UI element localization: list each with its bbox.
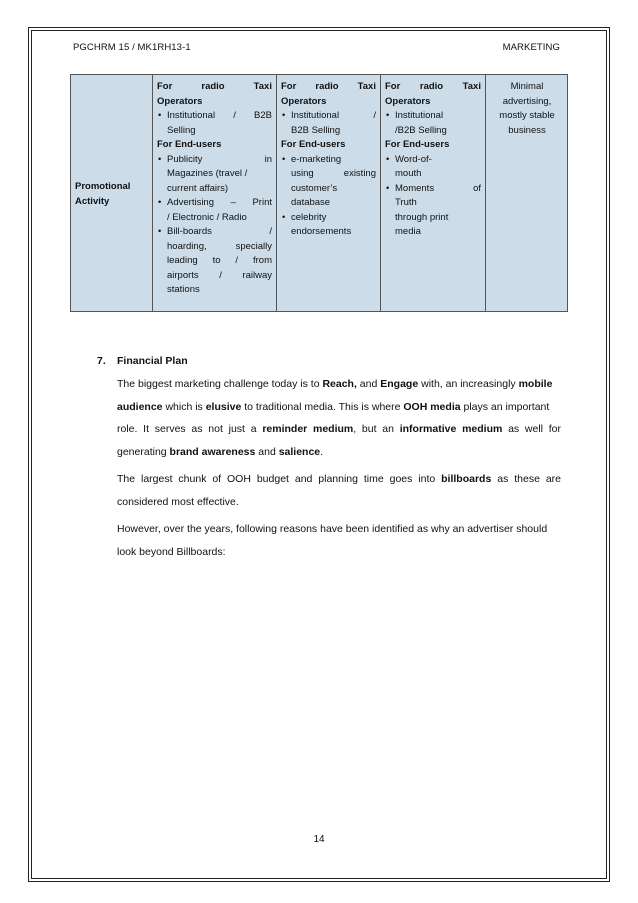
paragraph-2 <box>117 468 561 513</box>
col5-line-2: advertising, <box>502 95 552 107</box>
col-radio-taxi-1 <box>152 75 276 311</box>
header-section-title: MARKETING <box>502 42 560 53</box>
p2-line-1: The largest chunk of OOH budget and planning time goes into billboards as these are <box>117 473 561 485</box>
col3-heading-2: Operators <box>281 95 327 107</box>
col3-bullet-2-cont-1: using existing <box>291 168 376 179</box>
section-heading <box>97 355 188 367</box>
col2-bullet-3-cont: / Electronic / Radio <box>167 211 247 223</box>
col3-bullet-2-cont-3: database <box>291 197 331 208</box>
col4-bullet-3-cont-2: through print <box>395 211 449 223</box>
col2-bullet-4-cont-4: stations <box>167 284 200 295</box>
section-title: Financial Plan <box>117 355 188 367</box>
p2-line-2: considered most effective. <box>117 495 239 508</box>
col4-bullet-1: • Institutional <box>385 109 481 124</box>
col-radio-taxi-3 <box>380 75 485 311</box>
col4-subheading: For End-users <box>385 139 450 150</box>
col2-bullet-4-cont-3: airports / railway <box>167 269 272 281</box>
page-number: 14 <box>313 834 325 845</box>
col5-line-1: Minimal <box>510 81 544 92</box>
col4-bullet-2-cont: mouth <box>395 168 422 179</box>
col2-subheading: For End-users <box>157 139 222 150</box>
col4-bullet-3-cont-3: media <box>395 226 421 237</box>
col4-heading: For radio Taxi <box>385 81 481 92</box>
col2-bullet-2-cont-2: current affairs) <box>167 182 229 194</box>
p1-line-3: role. It serves as not just a reminder medium, but an informative medium as well for <box>117 423 562 435</box>
p1-line-2: audience which is elusive to traditional media. This is where OOH media plays an important <box>117 400 550 413</box>
p1-line-4: generating brand awareness and salience. <box>117 445 324 458</box>
col-minimal-advertising <box>485 75 568 311</box>
col3-bullet-3-cont: endorsements <box>291 226 352 237</box>
promotion-table <box>70 74 568 312</box>
col2-heading-2: Operators <box>157 95 203 107</box>
col2-bullet-2-cont-1: Magazines (travel / <box>167 168 248 179</box>
col5-line-3: mostly stable <box>499 110 555 121</box>
col4-bullet-3: • Moments of <box>385 182 481 197</box>
col2-bullet-4-cont-1: hoarding, specially <box>167 240 272 252</box>
row-label-cell <box>71 75 152 311</box>
col3-bullet-1-cont: B2B Selling <box>291 124 341 136</box>
col-radio-taxi-2 <box>276 75 380 311</box>
p3-line-2: look beyond Billboards: <box>117 545 226 558</box>
col3-bullet-3: • celebrity <box>281 211 376 226</box>
p3-line-1: However, over the years, following reasons have been identified as why an advertiser should <box>117 523 548 535</box>
col3-bullet-1: • Institutional / <box>281 109 376 124</box>
col2-bullet-2: • Publicity in <box>157 153 272 168</box>
section-number: 7. <box>97 355 106 367</box>
col2-bullet-4-cont-2: leading to / from <box>167 255 272 266</box>
paragraph-1 <box>117 373 561 463</box>
col4-bullet-3-cont-1: Truth <box>395 197 417 208</box>
col3-bullet-2: • e-marketing <box>281 153 376 168</box>
col2-heading: For radio Taxi <box>157 81 272 92</box>
col5-line-4: business <box>508 124 546 136</box>
header-course-code: PGCHRM 15 / MK1RH13-1 <box>73 42 191 53</box>
row-label-line-2: Activity <box>75 195 110 207</box>
col3-subheading: For End-users <box>281 139 346 150</box>
p1-line-1: The biggest marketing challenge today is to Reach, and Engage with, an increasingly mobile <box>117 378 553 390</box>
col3-heading: For radio Taxi <box>281 81 376 92</box>
col4-bullet-2: • Word-of- <box>385 153 481 168</box>
row-label-line-1: Promotional <box>75 181 131 192</box>
col4-bullet-1-cont: /B2B Selling <box>395 124 447 136</box>
col4-heading-2: Operators <box>385 95 431 107</box>
col3-bullet-2-cont-2: customer’s <box>291 182 338 194</box>
col2-bullet-1-cont: Selling <box>167 124 196 136</box>
col2-bullet-1: • Institutional / B2B <box>157 109 272 124</box>
col2-bullet-4: • Bill-boards / <box>157 225 272 240</box>
paragraph-3 <box>117 518 561 563</box>
col2-bullet-3: • Advertising – Print <box>157 196 272 211</box>
